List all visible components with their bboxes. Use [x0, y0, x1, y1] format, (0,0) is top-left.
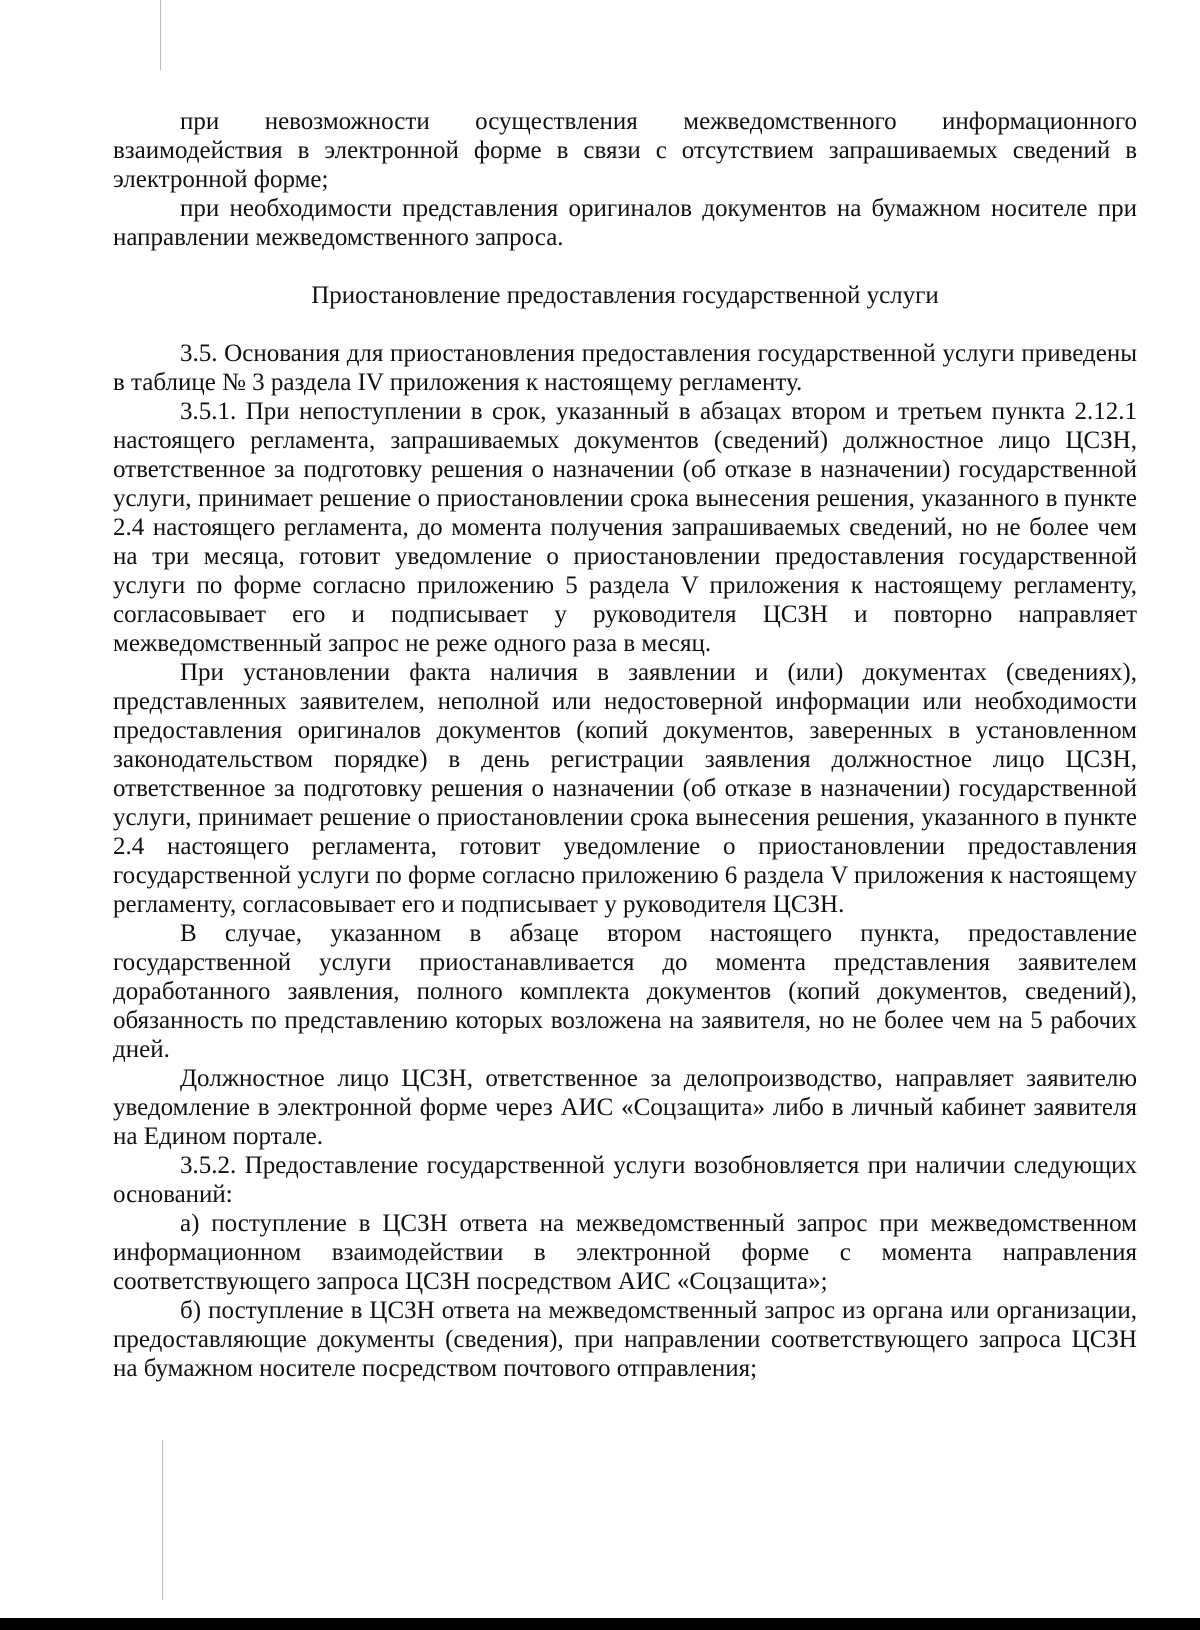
paragraph-item-b: б) поступление в ЦСЗН ответа на межведомственный запрос из органа или организации, предоставляющие документы (сведения), при направлении соответствующего запроса ЦСЗН на бумажном носителе посредством почтового отправления; — [113, 1297, 1137, 1382]
scan-fold-line — [160, 0, 161, 70]
paragraph-3-5-2: 3.5.2. Предоставление государственной услуги возобновляется при наличии следующих оснований: — [113, 1152, 1137, 1208]
section-heading: Приостановление предоставления государственной услуги — [311, 282, 939, 309]
paragraph-intro-1: при невозможности осуществления межведомственного информационного взаимодействия в электронной форме в связи с отсутствием запрашиваемых сведений в электронной форме; — [113, 108, 1137, 193]
document-body — [113, 107, 1137, 1383]
paragraph-3-5-1: 3.5.1. При непоступлении в срок, указанный в абзацах втором и третьем пункта 2.12.1 настоящего регламента, запрашиваемых документов (сведений) должностное лицо ЦСЗН, ответственное за подготовку решения о назначении (об отказе в назначении) государственной услуги, принимает решение о приостановлении срока вынесения решения, указанного в пункте 2.4 настоящего регламента, до момента получения запрашиваемых сведений, но не более чем на три месяца, готовит уведомление о приостановлении предоставления государственной услуги по форме согласно приложению 5 раздела V приложения к настоящему регламенту, согласовывает его и подписывает у руководителя ЦСЗН и повторно направляет межведомственный запрос не реже одного раза в месяц. — [113, 398, 1137, 657]
scan-fold-line-lower — [162, 1440, 163, 1600]
paragraph-intro-2: при необходимости представления оригиналов документов на бумажном носителе при направлении межведомственного запроса. — [113, 195, 1137, 251]
paragraph-incomplete-info: При установлении факта наличия в заявлении и (или) документах (сведениях), представленных заявителем, неполной или недостоверной информации или необходимости предоставления оригиналов документов (копий документов, заверенных в установленном законодательством порядке) в день регистрации заявления должностное лицо ЦСЗН, ответственное за подготовку решения о назначении (об отказе в назначении) государственной услуги, принимает решение о приостановлении срока вынесения решения, указанного в пункте 2.4 настоящего регламента, готовит уведомление о приостановлении предоставления государственной услуги по форме согласно приложению 6 раздела V приложения к настоящему регламенту, согласовывает его и подписывает у руководителя ЦСЗН. — [113, 659, 1137, 918]
paragraph-3-5: 3.5. Основания для приостановления предоставления государственной услуги приведены в таблице № 3 раздела IV приложения к настоящему регламенту. — [113, 340, 1137, 396]
paragraph-item-a: а) поступление в ЦСЗН ответа на межведомственный запрос при межведомственном информационном взаимодействии в электронной форме с момента направления соответствующего запроса ЦСЗН посредством АИС «Соцзащита»; — [113, 1210, 1137, 1295]
scan-bottom-edge — [0, 1618, 1200, 1630]
paragraph-suspension-term: В случае, указанном в абзаце втором настоящего пункта, предоставление государственной услуги приостанавливается до момента представления заявителем доработанного заявления, полного комплекта документов (копий документов, сведений), обязанность по представлению которых возложена на заявителя, но не более чем на 5 рабочих дней. — [113, 920, 1137, 1063]
paragraph-notification: Должностное лицо ЦСЗН, ответственное за делопроизводство, направляет заявителю уведомление в электронной форме через АИС «Соцзащита» либо в личный кабинет заявителя на Едином портале. — [113, 1065, 1137, 1150]
